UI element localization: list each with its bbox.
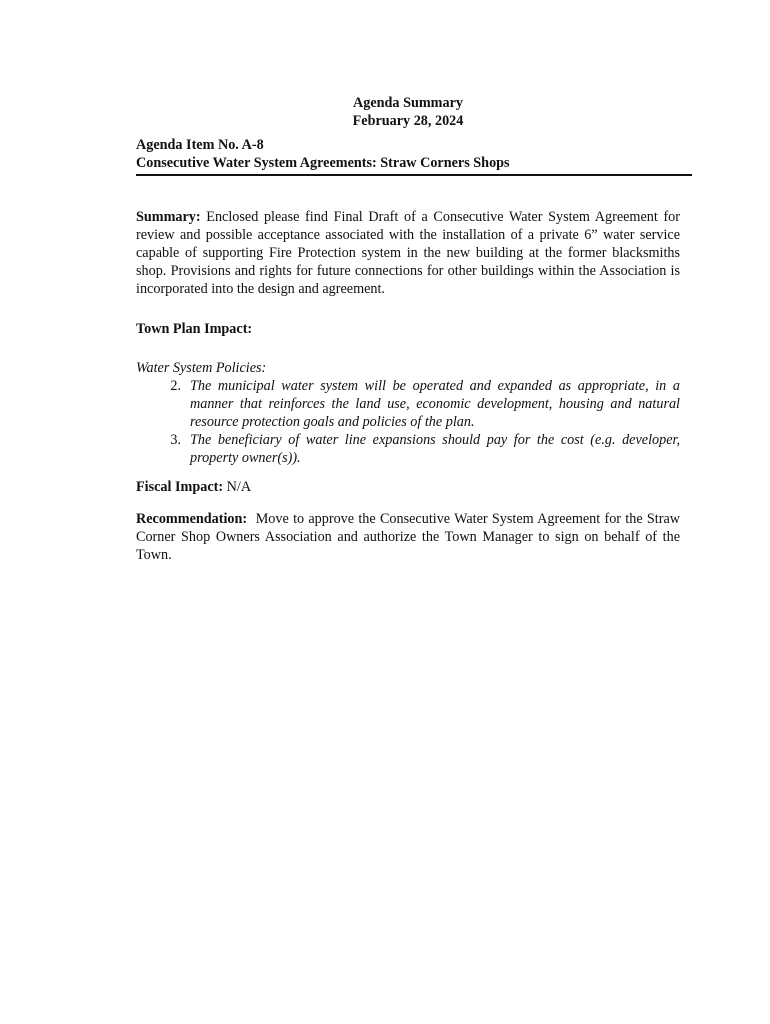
policy-text: The municipal water system will be operated and expanded as appropriate, in a manner that reinforces the land use, economic development, housing and natural resource protection goals and policies of the plan.: [190, 378, 680, 430]
recommendation-paragraph: [136, 510, 680, 564]
agenda-item-title: Consecutive Water System Agreements: Straw Corners Shops: [136, 155, 510, 171]
header-divider: [136, 174, 692, 176]
agenda-item-number: Agenda Item No. A-8: [136, 137, 264, 153]
summary-paragraph: [136, 208, 680, 298]
policies-label: Water System Policies:: [136, 360, 267, 376]
document-page: [136, 94, 692, 564]
water-system-policies: [136, 359, 692, 467]
title-date: February 28, 2024: [352, 113, 464, 129]
summary-label: Summary:: [136, 209, 201, 225]
town-plan-heading: Town Plan Impact:: [136, 321, 253, 337]
policy-text: The beneficiary of water line expansions should pay for the cost (e.g. developer, property owner(s)).: [190, 432, 680, 466]
policy-item: [136, 377, 680, 431]
fiscal-value: N/A: [226, 479, 252, 495]
policy-item: [136, 431, 680, 467]
recommendation-text: Move to approve the Consecutive Water System Agreement for the Straw Corner Shop Owners Association and authorize the Town Manager to sign on behalf of the Town.: [136, 511, 680, 563]
policy-number: 3.: [170, 432, 181, 448]
policy-list: [136, 377, 692, 467]
fiscal-impact: [136, 478, 692, 496]
title-line-1: Agenda Summary: [353, 95, 463, 111]
summary-text: Enclosed please find Final Draft of a Consecutive Water System Agreement for review and possible acceptance associated with the installation of a private 6” water service capable of supporting Fire Protection system in the new building at the former blacksmiths shop. Provisions and rights for future connections for other buildings within the Association is incorporated into the design and agreement.: [136, 209, 680, 297]
recommendation-label: Recommendation:: [136, 511, 248, 527]
document-title: [136, 94, 680, 130]
policy-number: 2.: [170, 378, 181, 394]
fiscal-label: Fiscal Impact:: [136, 479, 224, 495]
agenda-item-heading: [136, 136, 692, 172]
